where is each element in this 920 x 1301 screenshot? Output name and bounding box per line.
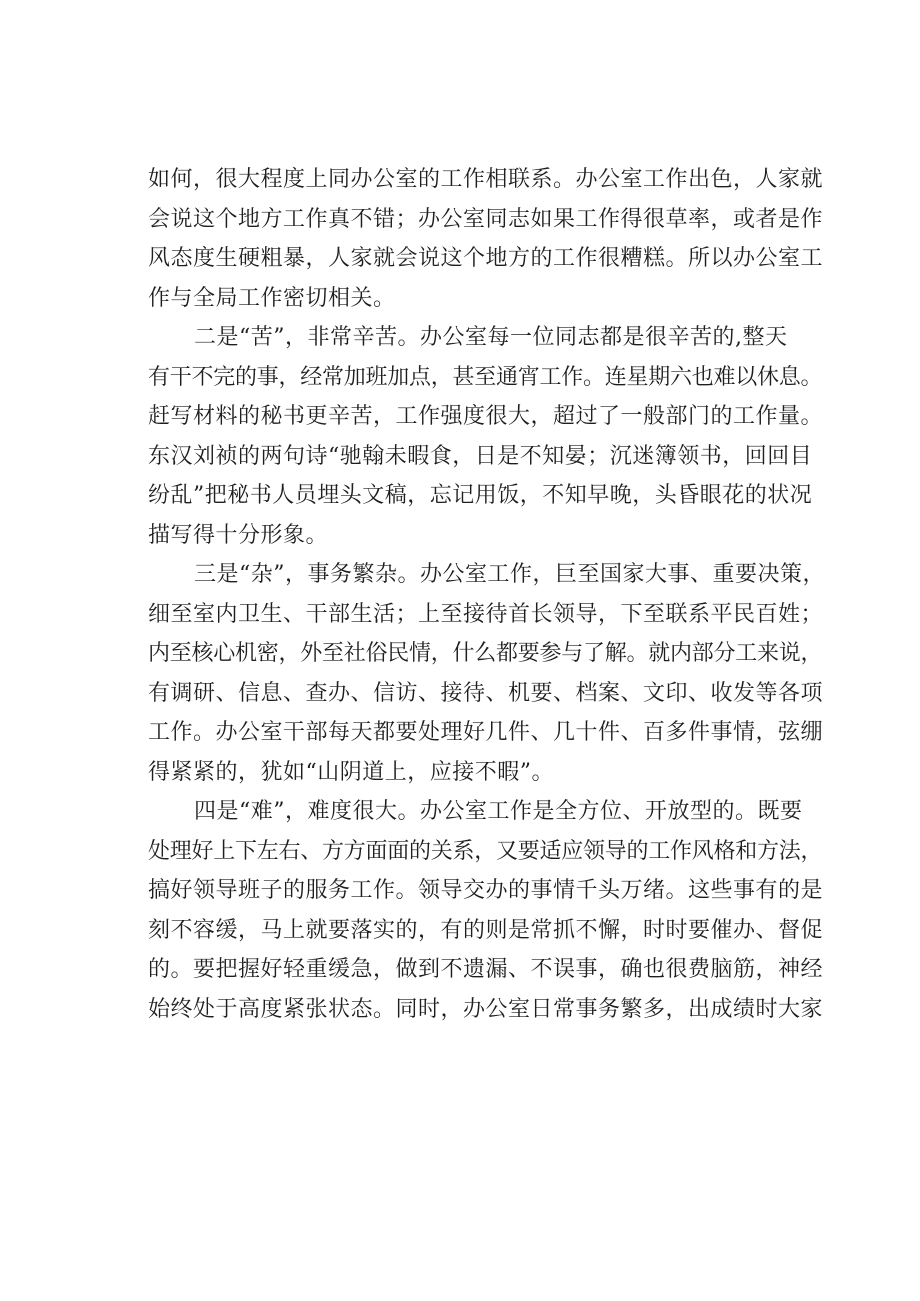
paragraph-2 [148,318,828,555]
text-line: 赶写材料的秘书更辛苦，工作强度很大，超过了一般部门的工作量。 [148,404,824,429]
text-line: 纷乱”把秘书人员埋头文稿，忘记用饭，不知早晚，头昏眼花的状况 [148,483,813,508]
text-line: 四是“难”，难度很大。办公室工作是全方位、开放型的。既要 [194,799,803,824]
text-line: 刻不容缓，马上就要落实的，有的则是常抓不懈，时时要催办、督促 [148,917,824,943]
text-line: 细至室内卫生、干部生活；上至接待首长领导，下至联系平民百姓； [148,601,824,627]
text-line: 三是“杂”，事务繁杂。办公室工作，巨至国家大事、重要决策， [194,562,825,587]
document-body [148,160,828,1029]
text-line: 工作。办公室干部每天都要处理好几件、几十件、百多件事情，弦绷 [148,720,824,745]
paragraph-1 [148,160,828,318]
text-line: 如何，很大程度上同办公室的工作相联系。办公室工作出色，人家就 [148,167,824,192]
text-line: 风态度生硬粗暴，人家就会说这个地方的工作很糟糕。所以办公室工 [148,246,824,271]
text-line: 东汉刘祯的两句诗“驰翰未暇食，日是不知晏；沉迷簿领书，回回目 [148,443,813,469]
text-line: 有调研、信息、查办、信访、接待、机要、档案、文印、收发等各项 [148,680,824,706]
paragraph-4 [148,792,828,1029]
text-line: 有干不完的事，经常加班加点，甚至通宵工作。连星期六也难以休息。 [148,364,823,390]
text-line: 处理好上下左右、方方面面的关系，又要适应领导的工作风格和方法， [148,838,823,864]
text-line: 会说这个地方工作真不错；办公室同志如果工作得很草率，或者是作 [148,206,824,232]
text-line: 描写得十分形象。 [148,522,329,548]
text-line: 二是“苦”，非常辛苦。办公室每一位同志都是很辛苦的,整天 [194,325,788,350]
paragraph-3 [148,555,828,792]
text-line: 得紧紧的，犹如“山阴道上，应接不暇”。 [148,759,554,785]
text-line: 始终处于高度紧张状态。同时，办公室日常事务繁多，出成绩时大家 [148,996,824,1022]
text-line: 作与全局工作密切相关。 [148,285,396,311]
text-line: 内至核心机密，外至社俗民情，什么都要参与了解。就内部分工来说， [148,641,823,666]
text-line: 搞好领导班子的服务工作。领导交办的事情千头万绪。这些事有的是 [148,878,824,903]
text-line: 的。要把握好轻重缓急，做到不遗漏、不误事，确也很费脑筋，神经 [148,957,824,982]
